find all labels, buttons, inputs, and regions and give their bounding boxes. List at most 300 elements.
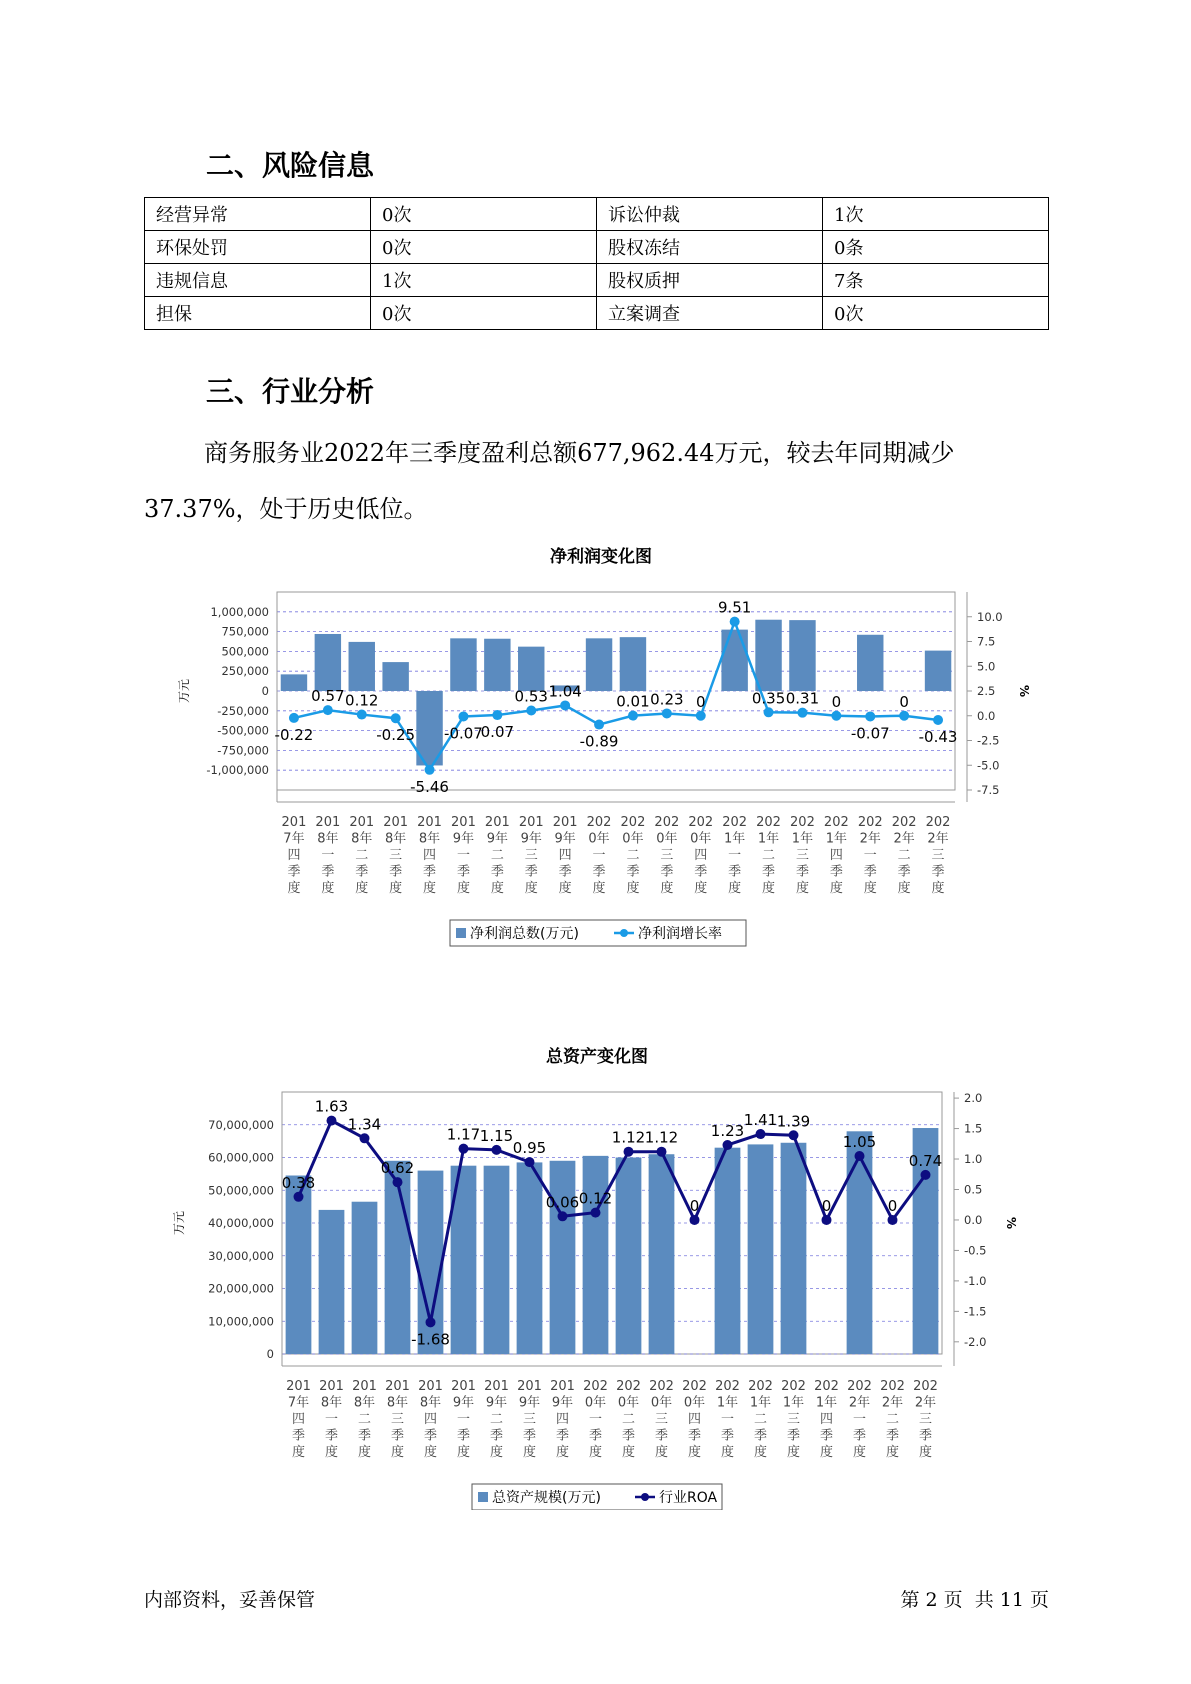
x-tick-label: 201 (484, 815, 510, 830)
data-label: 0 (689, 1196, 700, 1215)
series-point (690, 1215, 700, 1225)
x-tick-label: 202 (616, 1379, 641, 1394)
bar (715, 1148, 741, 1354)
x-tick-label: 季 (720, 1428, 735, 1444)
x-tick-label: 202 (913, 1379, 938, 1394)
y2-tick-label: 10.0 (977, 609, 1003, 624)
x-tick-label: 季 (456, 1428, 471, 1444)
x-tick-label: 一 (863, 848, 877, 863)
x-tick-label: 季 (753, 1428, 768, 1444)
y-tick-label: 50,000,000 (208, 1183, 274, 1198)
x-tick-label: 度 (687, 1445, 702, 1460)
x-tick-label: 2年 (893, 831, 915, 847)
data-label: 0.06 (545, 1193, 580, 1212)
x-tick-label: 季 (762, 864, 776, 880)
y2-tick-label: 2.5 (977, 684, 996, 698)
risk-row (145, 297, 1049, 330)
bar (385, 1161, 411, 1354)
x-tick-label: 202 (781, 1379, 806, 1394)
page-number: 第 2 页 共 11 页 (900, 1589, 1049, 1611)
y-tick-label: 10,000,000 (208, 1314, 274, 1329)
x-tick-label: 三 (389, 848, 403, 863)
bar (349, 642, 375, 691)
data-label: 1.17 (446, 1125, 481, 1144)
series-point (662, 708, 672, 718)
risk-value: 0次 (823, 297, 1049, 330)
x-tick-label: 三 (524, 848, 538, 863)
bar (583, 1156, 609, 1354)
x-tick-label: 四 (423, 848, 437, 863)
paragraph-line-2: 37.37%，处于历史低位。 (144, 495, 428, 523)
net-profit-chart (0, 540, 1191, 1010)
series-point (360, 1133, 370, 1143)
y-axis-title: 万元 (177, 678, 191, 704)
x-tick-label: 一 (592, 848, 606, 863)
data-label: 0.74 (908, 1151, 943, 1170)
legend-line-marker (620, 929, 628, 937)
risk-value: 1次 (823, 198, 1049, 231)
data-label: 0.62 (380, 1159, 415, 1178)
bar (789, 620, 815, 691)
series-point (865, 711, 875, 721)
x-tick-label: 201 (451, 815, 476, 830)
x-tick-label: 201 (383, 815, 409, 830)
data-label: 0.53 (514, 687, 548, 706)
legend-bar-swatch (456, 928, 466, 938)
data-label: 0 (821, 1196, 832, 1215)
total-assets-chart (0, 1040, 1191, 1510)
x-tick-label: 季 (592, 864, 606, 880)
x-tick-label: 1年 (815, 1395, 838, 1411)
x-tick-label: 度 (456, 881, 470, 896)
x-tick-label: 201 (518, 815, 544, 830)
x-tick-label: 201 (315, 815, 341, 830)
y2-tick-label: 5.0 (977, 659, 996, 674)
x-tick-label: 度 (357, 1445, 372, 1460)
y2-tick-label: -7.5 (977, 783, 1000, 797)
x-tick-label: 二 (626, 848, 640, 863)
y2-tick-label: 0.5 (964, 1182, 983, 1197)
x-tick-label: 0年 (656, 831, 678, 847)
x-tick-label: 季 (357, 1428, 372, 1444)
series-point (492, 710, 502, 720)
data-label: 1.41 (743, 1111, 778, 1130)
x-tick-label: 9年 (551, 1395, 574, 1411)
x-tick-label: 9年 (452, 831, 475, 847)
series-point (696, 711, 706, 721)
x-tick-label: 一 (720, 1412, 735, 1427)
bar (450, 638, 476, 691)
x-tick-label: 0年 (650, 1395, 673, 1411)
x-tick-label: 季 (885, 1428, 900, 1444)
bar (315, 634, 341, 691)
x-tick-label: 季 (555, 1428, 570, 1444)
x-tick-label: 202 (847, 1379, 872, 1394)
x-tick-label: 0年 (588, 831, 610, 847)
x-tick-label: 8年 (386, 1395, 409, 1411)
series-point (458, 711, 468, 721)
series-point (756, 1129, 766, 1139)
y-tick-label: 750,000 (221, 624, 269, 639)
x-tick-label: 三 (660, 848, 674, 863)
x-tick-label: 三 (918, 1412, 933, 1427)
series-point (323, 705, 333, 715)
x-tick-label: 季 (728, 864, 742, 880)
x-tick-label: 202 (583, 1379, 608, 1394)
risk-label: 担保 (145, 297, 371, 330)
x-tick-label: 一 (728, 848, 742, 863)
x-tick-label: 四 (829, 848, 843, 863)
x-tick-label: 9年 (518, 1395, 541, 1411)
series-point (628, 711, 638, 721)
series-point (730, 617, 740, 627)
risk-value: 1次 (371, 264, 597, 297)
data-label: 1.34 (347, 1115, 382, 1134)
x-tick-label: 202 (891, 815, 917, 830)
x-tick-label: 0年 (690, 831, 712, 847)
x-tick-label: 季 (558, 864, 572, 880)
x-tick-label: 度 (524, 881, 538, 896)
x-tick-label: 0年 (683, 1395, 706, 1411)
x-tick-label: 202 (620, 815, 646, 830)
y-axis-title: 万元 (172, 1210, 186, 1236)
x-tick-label: 度 (786, 1445, 801, 1460)
x-tick-label: 季 (852, 1428, 867, 1444)
x-tick-label: 度 (795, 881, 809, 896)
data-label: 1.63 (314, 1097, 349, 1116)
y2-tick-label: 7.5 (977, 634, 996, 649)
y2-tick-label: -5.0 (977, 758, 1000, 773)
x-tick-label: 度 (390, 1445, 405, 1460)
x-tick-label: 一 (321, 848, 335, 863)
bar (550, 1161, 576, 1354)
x-tick-label: 季 (324, 1428, 339, 1444)
x-tick-label: 8年 (353, 1395, 376, 1411)
x-tick-label: 度 (819, 1445, 834, 1460)
x-tick-label: 202 (682, 1379, 707, 1394)
x-tick-label: 四 (694, 848, 708, 863)
x-tick-label: 8年 (385, 831, 407, 847)
x-tick-label: 二 (489, 1412, 504, 1427)
x-tick-label: 9年 (452, 1395, 475, 1411)
x-tick-label: 季 (621, 1428, 636, 1444)
x-tick-label: 202 (688, 815, 714, 830)
x-tick-label: 一 (456, 848, 470, 863)
bar (517, 1162, 543, 1354)
x-tick-label: 度 (621, 1445, 636, 1460)
x-tick-label: 202 (722, 815, 748, 830)
y2-tick-label: 0.0 (977, 708, 996, 723)
x-tick-label: 三 (390, 1412, 405, 1427)
x-tick-label: 季 (490, 864, 504, 880)
x-tick-label: 二 (355, 848, 369, 863)
bar (616, 1158, 642, 1355)
data-label: 1.12 (644, 1128, 679, 1147)
series-point (492, 1145, 502, 1155)
bar (518, 647, 544, 691)
risk-value: 0次 (371, 198, 597, 231)
risk-label: 违规信息 (145, 264, 371, 297)
x-tick-label: 季 (588, 1428, 603, 1444)
risk-row (145, 264, 1049, 297)
bar (352, 1202, 378, 1354)
x-tick-label: 201 (517, 1379, 542, 1394)
x-tick-label: 度 (291, 1445, 306, 1460)
y-tick-label: 60,000,000 (208, 1150, 274, 1165)
y-tick-label: 30,000,000 (208, 1248, 274, 1263)
data-label: 0.01 (616, 692, 650, 711)
series-point (764, 707, 774, 717)
data-label: 0.12 (345, 691, 379, 710)
data-label: 0.38 (281, 1173, 316, 1192)
x-tick-label: 季 (489, 1428, 504, 1444)
y-tick-label: 250,000 (221, 664, 269, 679)
x-tick-label: 度 (829, 881, 843, 896)
series-point (426, 1317, 436, 1327)
x-tick-label: 度 (389, 881, 403, 896)
x-tick-label: 2年 (859, 831, 881, 847)
industry-analysis-paragraph (144, 425, 1049, 537)
data-label: -0.89 (579, 732, 619, 751)
risk-label: 立案调查 (597, 297, 823, 330)
x-tick-label: 度 (720, 1445, 735, 1460)
bar (586, 638, 612, 691)
footer-note: 内部资料，妥善保管 (144, 1589, 316, 1611)
x-tick-label: 二 (897, 848, 911, 863)
x-tick-label: 度 (863, 881, 877, 896)
x-tick-label: 季 (355, 864, 369, 880)
data-label: 0.12 (578, 1189, 613, 1208)
data-label: 1.15 (479, 1126, 514, 1145)
data-label: 0 (899, 692, 909, 711)
bar (484, 639, 510, 691)
section-title-risk: 二、风险信息 (206, 149, 375, 182)
x-tick-label: 三 (786, 1412, 801, 1427)
series-point (525, 1157, 535, 1167)
y2-axis-title: % (1017, 684, 1031, 698)
x-tick-label: 201 (418, 1379, 443, 1394)
x-tick-label: 7年 (287, 1395, 310, 1411)
bar (925, 651, 951, 691)
x-tick-label: 202 (748, 1379, 773, 1394)
series-point (831, 711, 841, 721)
x-tick-label: 202 (880, 1379, 905, 1394)
x-tick-label: 8年 (351, 831, 373, 847)
x-tick-label: 四 (558, 848, 572, 863)
data-label: 0.07 (480, 723, 515, 742)
x-tick-label: 季 (522, 1428, 537, 1444)
x-tick-label: 度 (728, 881, 742, 896)
x-tick-label: 三 (931, 848, 945, 863)
x-tick-label: 8年 (320, 1395, 343, 1411)
x-tick-label: 度 (626, 881, 640, 896)
risk-label: 诉讼仲裁 (597, 198, 823, 231)
x-tick-label: 9年 (554, 831, 576, 847)
x-tick-label: 度 (489, 1445, 504, 1460)
y2-tick-label: 1.5 (964, 1121, 983, 1136)
x-tick-label: 季 (423, 1428, 438, 1444)
x-tick-label: 度 (931, 881, 945, 896)
x-tick-label: 2年 (927, 831, 949, 847)
x-tick-label: 8年 (317, 831, 339, 847)
x-tick-label: 季 (626, 864, 640, 880)
bar (382, 662, 408, 691)
x-tick-label: 201 (319, 1379, 344, 1394)
x-tick-label: 度 (753, 1445, 768, 1460)
series-point (899, 711, 909, 721)
x-tick-label: 季 (694, 864, 708, 880)
x-tick-label: 7年 (283, 831, 305, 847)
x-tick-label: 度 (355, 881, 369, 896)
bar (748, 1144, 774, 1354)
x-tick-label: 9年 (486, 831, 508, 847)
x-tick-label: 202 (823, 815, 849, 830)
x-tick-label: 202 (814, 1379, 839, 1394)
x-tick-label: 四 (423, 1412, 438, 1427)
y-tick-label: -1,000,000 (206, 763, 269, 778)
risk-label: 环保处罚 (145, 231, 371, 264)
y2-tick-label: -1.0 (964, 1273, 987, 1288)
x-tick-label: 度 (423, 881, 437, 896)
x-tick-label: 202 (925, 815, 951, 830)
legend-bar-swatch (478, 1492, 488, 1502)
series-point (855, 1151, 865, 1161)
x-tick-label: 三 (654, 1412, 669, 1427)
y-tick-label: 500,000 (221, 644, 269, 659)
risk-row (145, 231, 1049, 264)
chart-title: 总资产变化图 (546, 1047, 648, 1067)
x-tick-label: 季 (819, 1428, 834, 1444)
x-tick-label: 202 (649, 1379, 674, 1394)
x-tick-label: 0年 (617, 1395, 640, 1411)
legend-item-line: 净利润增长率 (638, 926, 722, 942)
x-tick-label: 二 (490, 848, 504, 863)
legend-item-bar: 净利润总数(万元) (470, 926, 579, 942)
x-tick-label: 度 (852, 1445, 867, 1460)
legend-item-bar: 总资产规模(万元) (492, 1490, 601, 1506)
x-tick-label: 季 (931, 864, 945, 880)
x-tick-label: 8年 (418, 831, 441, 847)
series-point (723, 1140, 733, 1150)
x-tick-label: 1年 (757, 831, 780, 847)
x-tick-label: 201 (552, 815, 578, 830)
x-tick-label: 四 (555, 1412, 570, 1427)
data-label: -0.25 (376, 726, 416, 745)
x-tick-label: 度 (555, 1445, 570, 1460)
bar (781, 1143, 807, 1354)
series-point (391, 713, 401, 723)
y2-tick-label: 1.0 (964, 1152, 983, 1167)
x-tick-label: 度 (694, 881, 708, 896)
x-tick-label: 一 (852, 1412, 867, 1427)
x-tick-label: 一 (456, 1412, 471, 1427)
x-tick-label: 度 (588, 1445, 603, 1460)
y-tick-label: 40,000,000 (208, 1216, 274, 1230)
x-tick-label: 二 (885, 1412, 900, 1427)
x-tick-label: 度 (558, 881, 572, 896)
x-tick-label: 201 (352, 1379, 377, 1394)
data-label: 1.04 (548, 682, 582, 701)
y-tick-label: 0 (261, 684, 269, 698)
x-tick-label: 度 (762, 881, 776, 896)
legend-line-marker (641, 1493, 649, 1501)
x-tick-label: 季 (390, 1428, 405, 1444)
x-tick-label: 四 (819, 1412, 834, 1427)
y2-tick-label: 2.0 (964, 1091, 983, 1106)
bar (620, 637, 646, 691)
chart-title: 净利润变化图 (550, 547, 652, 567)
series-point (393, 1177, 403, 1187)
x-tick-label: 202 (756, 815, 781, 830)
y2-tick-label: 0.0 (964, 1212, 983, 1227)
section-title-industry: 三、行业分析 (206, 375, 375, 408)
x-tick-label: 202 (790, 815, 815, 830)
risk-value: 7条 (823, 264, 1049, 297)
series-point (289, 713, 299, 723)
data-label: 0 (831, 692, 842, 711)
y-tick-label: 0 (266, 1347, 274, 1361)
x-tick-label: 1年 (724, 831, 746, 847)
x-tick-label: 一 (588, 1412, 603, 1427)
series-point (822, 1215, 832, 1225)
data-label: -0.07 (850, 724, 890, 743)
data-label: 0.57 (311, 687, 345, 706)
data-label: 0.35 (751, 689, 786, 708)
x-tick-label: 季 (389, 864, 403, 880)
series-point (425, 765, 435, 775)
bar (649, 1154, 675, 1354)
data-label: 0 (887, 1196, 898, 1215)
y-tick-label: 20,000,000 (208, 1281, 274, 1296)
x-tick-label: 度 (592, 881, 606, 896)
x-tick-label: 1年 (716, 1395, 739, 1411)
series-point (357, 710, 367, 720)
x-tick-label: 度 (321, 881, 335, 896)
risk-value: 0条 (823, 231, 1049, 264)
x-tick-label: 季 (918, 1428, 933, 1444)
x-tick-label: 1年 (825, 831, 847, 847)
data-label: 0.31 (785, 689, 820, 708)
bar (755, 620, 781, 691)
data-label: 0.95 (512, 1139, 547, 1158)
y-tick-label: -250,000 (217, 703, 269, 718)
series-point (591, 1208, 601, 1218)
x-tick-label: 202 (654, 815, 680, 830)
x-tick-label: 季 (863, 864, 877, 880)
x-tick-label: 1年 (749, 1395, 772, 1411)
bar (847, 1131, 873, 1354)
data-label: 9.51 (717, 598, 752, 617)
x-tick-label: 9年 (485, 1395, 508, 1411)
x-tick-label: 度 (456, 1445, 471, 1460)
x-tick-label: 201 (385, 1379, 410, 1394)
x-tick-label: 1年 (791, 831, 814, 847)
x-tick-label: 2年 (848, 1395, 871, 1411)
y-tick-label: -500,000 (217, 723, 269, 738)
series-point (933, 715, 943, 725)
series-point (526, 706, 536, 716)
x-tick-label: 季 (287, 864, 301, 880)
data-label: -0.22 (274, 725, 314, 744)
x-tick-label: 季 (786, 1428, 801, 1444)
risk-value: 0次 (371, 231, 597, 264)
risk-info-table (144, 197, 1049, 330)
data-label: 1.39 (776, 1112, 811, 1131)
x-tick-label: 201 (286, 1379, 311, 1394)
x-tick-label: 2年 (881, 1395, 904, 1411)
risk-row (145, 198, 1049, 231)
series-point (921, 1170, 931, 1180)
